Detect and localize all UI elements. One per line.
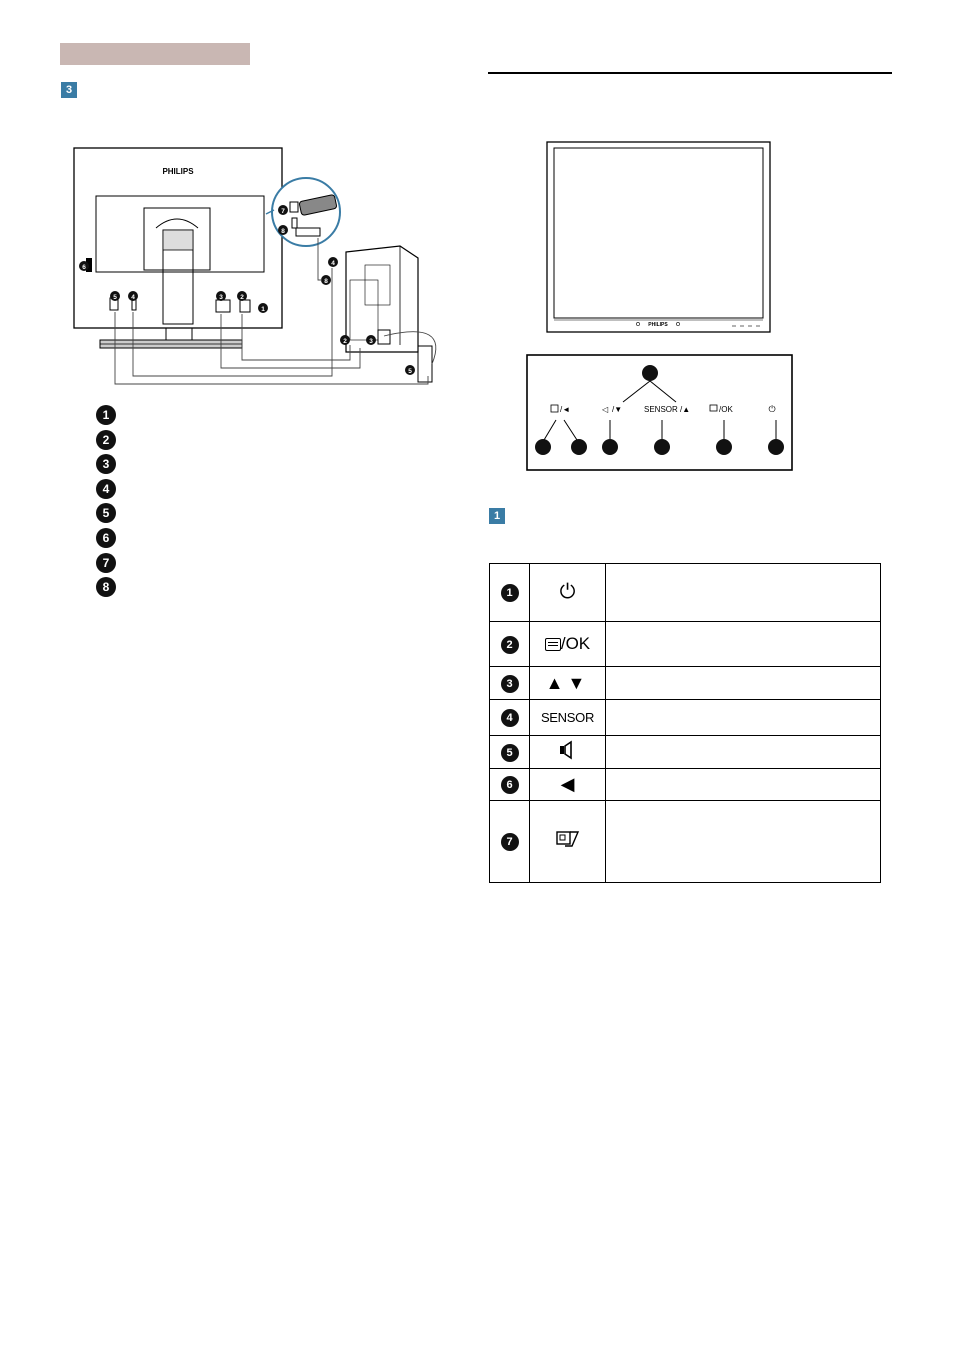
row-number: 5 — [501, 744, 519, 762]
monitor-front-illustration — [540, 136, 780, 338]
menu-ok-icon: /OK — [530, 622, 606, 667]
row-number: 2 — [501, 636, 519, 654]
input-source-icon — [530, 801, 606, 883]
table-row — [490, 769, 881, 801]
back-arrow-icon: ◀ — [530, 769, 606, 801]
description-cell — [606, 564, 881, 622]
svg-text:3: 3 — [369, 338, 373, 345]
svg-text:4: 4 — [331, 260, 335, 267]
legend-item: 1 — [96, 405, 116, 425]
table-row — [490, 564, 881, 622]
table-row — [490, 700, 881, 736]
svg-text:2: 2 — [240, 294, 244, 301]
legend-item: 3 — [96, 454, 116, 474]
step-badge: 3 — [61, 82, 77, 98]
svg-text:6: 6 — [82, 264, 86, 271]
svg-text:5: 5 — [113, 294, 117, 301]
row-number: 1 — [501, 584, 519, 602]
table-row — [490, 667, 881, 700]
speaker-icon — [530, 736, 606, 769]
description-cell — [606, 769, 881, 801]
legend-item: 2 — [96, 430, 116, 450]
front-logo: PHILIPS — [648, 322, 668, 328]
section-header-bar — [60, 43, 250, 65]
step-badge: 1 — [489, 508, 505, 524]
sensor-icon: SENSOR — [530, 700, 606, 736]
description-cell — [606, 801, 881, 883]
svg-text:7: 7 — [281, 208, 285, 215]
description-cell — [606, 700, 881, 736]
control-buttons-panel — [526, 354, 794, 472]
svg-text:2: 2 — [343, 338, 347, 345]
power-icon: ⏻ — [530, 564, 606, 622]
connection-diagram — [60, 140, 460, 390]
legend-item: 4 — [96, 479, 116, 499]
row-number: 3 — [501, 675, 519, 693]
legend-item: 7 — [96, 553, 116, 573]
svg-text:/▼: /▼ — [612, 405, 623, 414]
row-number: 7 — [501, 833, 519, 851]
table-row — [490, 622, 881, 667]
rear-logo: PHILIPS — [162, 167, 194, 176]
connector-legend — [96, 405, 116, 602]
svg-text:3: 3 — [219, 294, 223, 301]
legend-item: 5 — [96, 503, 116, 523]
svg-text:◁: ◁ — [602, 405, 609, 414]
svg-text:5: 5 — [408, 368, 412, 375]
legend-item: 6 — [96, 528, 116, 548]
svg-text:⏻: ⏻ — [768, 404, 776, 414]
svg-text:4: 4 — [131, 294, 135, 301]
button-function-table — [489, 563, 881, 883]
description-cell — [606, 622, 881, 667]
svg-text:/◄: /◄ — [560, 405, 571, 414]
svg-text:1: 1 — [261, 306, 265, 313]
svg-text:SENSOR /▲: SENSOR /▲ — [644, 405, 691, 414]
up-down-arrows-icon: ▲▼ — [530, 667, 606, 700]
legend-item: 8 — [96, 577, 116, 597]
description-cell — [606, 667, 881, 700]
table-row — [490, 736, 881, 769]
section-rule — [488, 72, 892, 74]
svg-text:8: 8 — [324, 278, 328, 285]
svg-text:8: 8 — [281, 228, 285, 235]
description-cell — [606, 736, 881, 769]
table-row — [490, 801, 881, 883]
row-number: 6 — [501, 776, 519, 794]
svg-text:/OK: /OK — [719, 405, 733, 414]
row-number: 4 — [501, 709, 519, 727]
